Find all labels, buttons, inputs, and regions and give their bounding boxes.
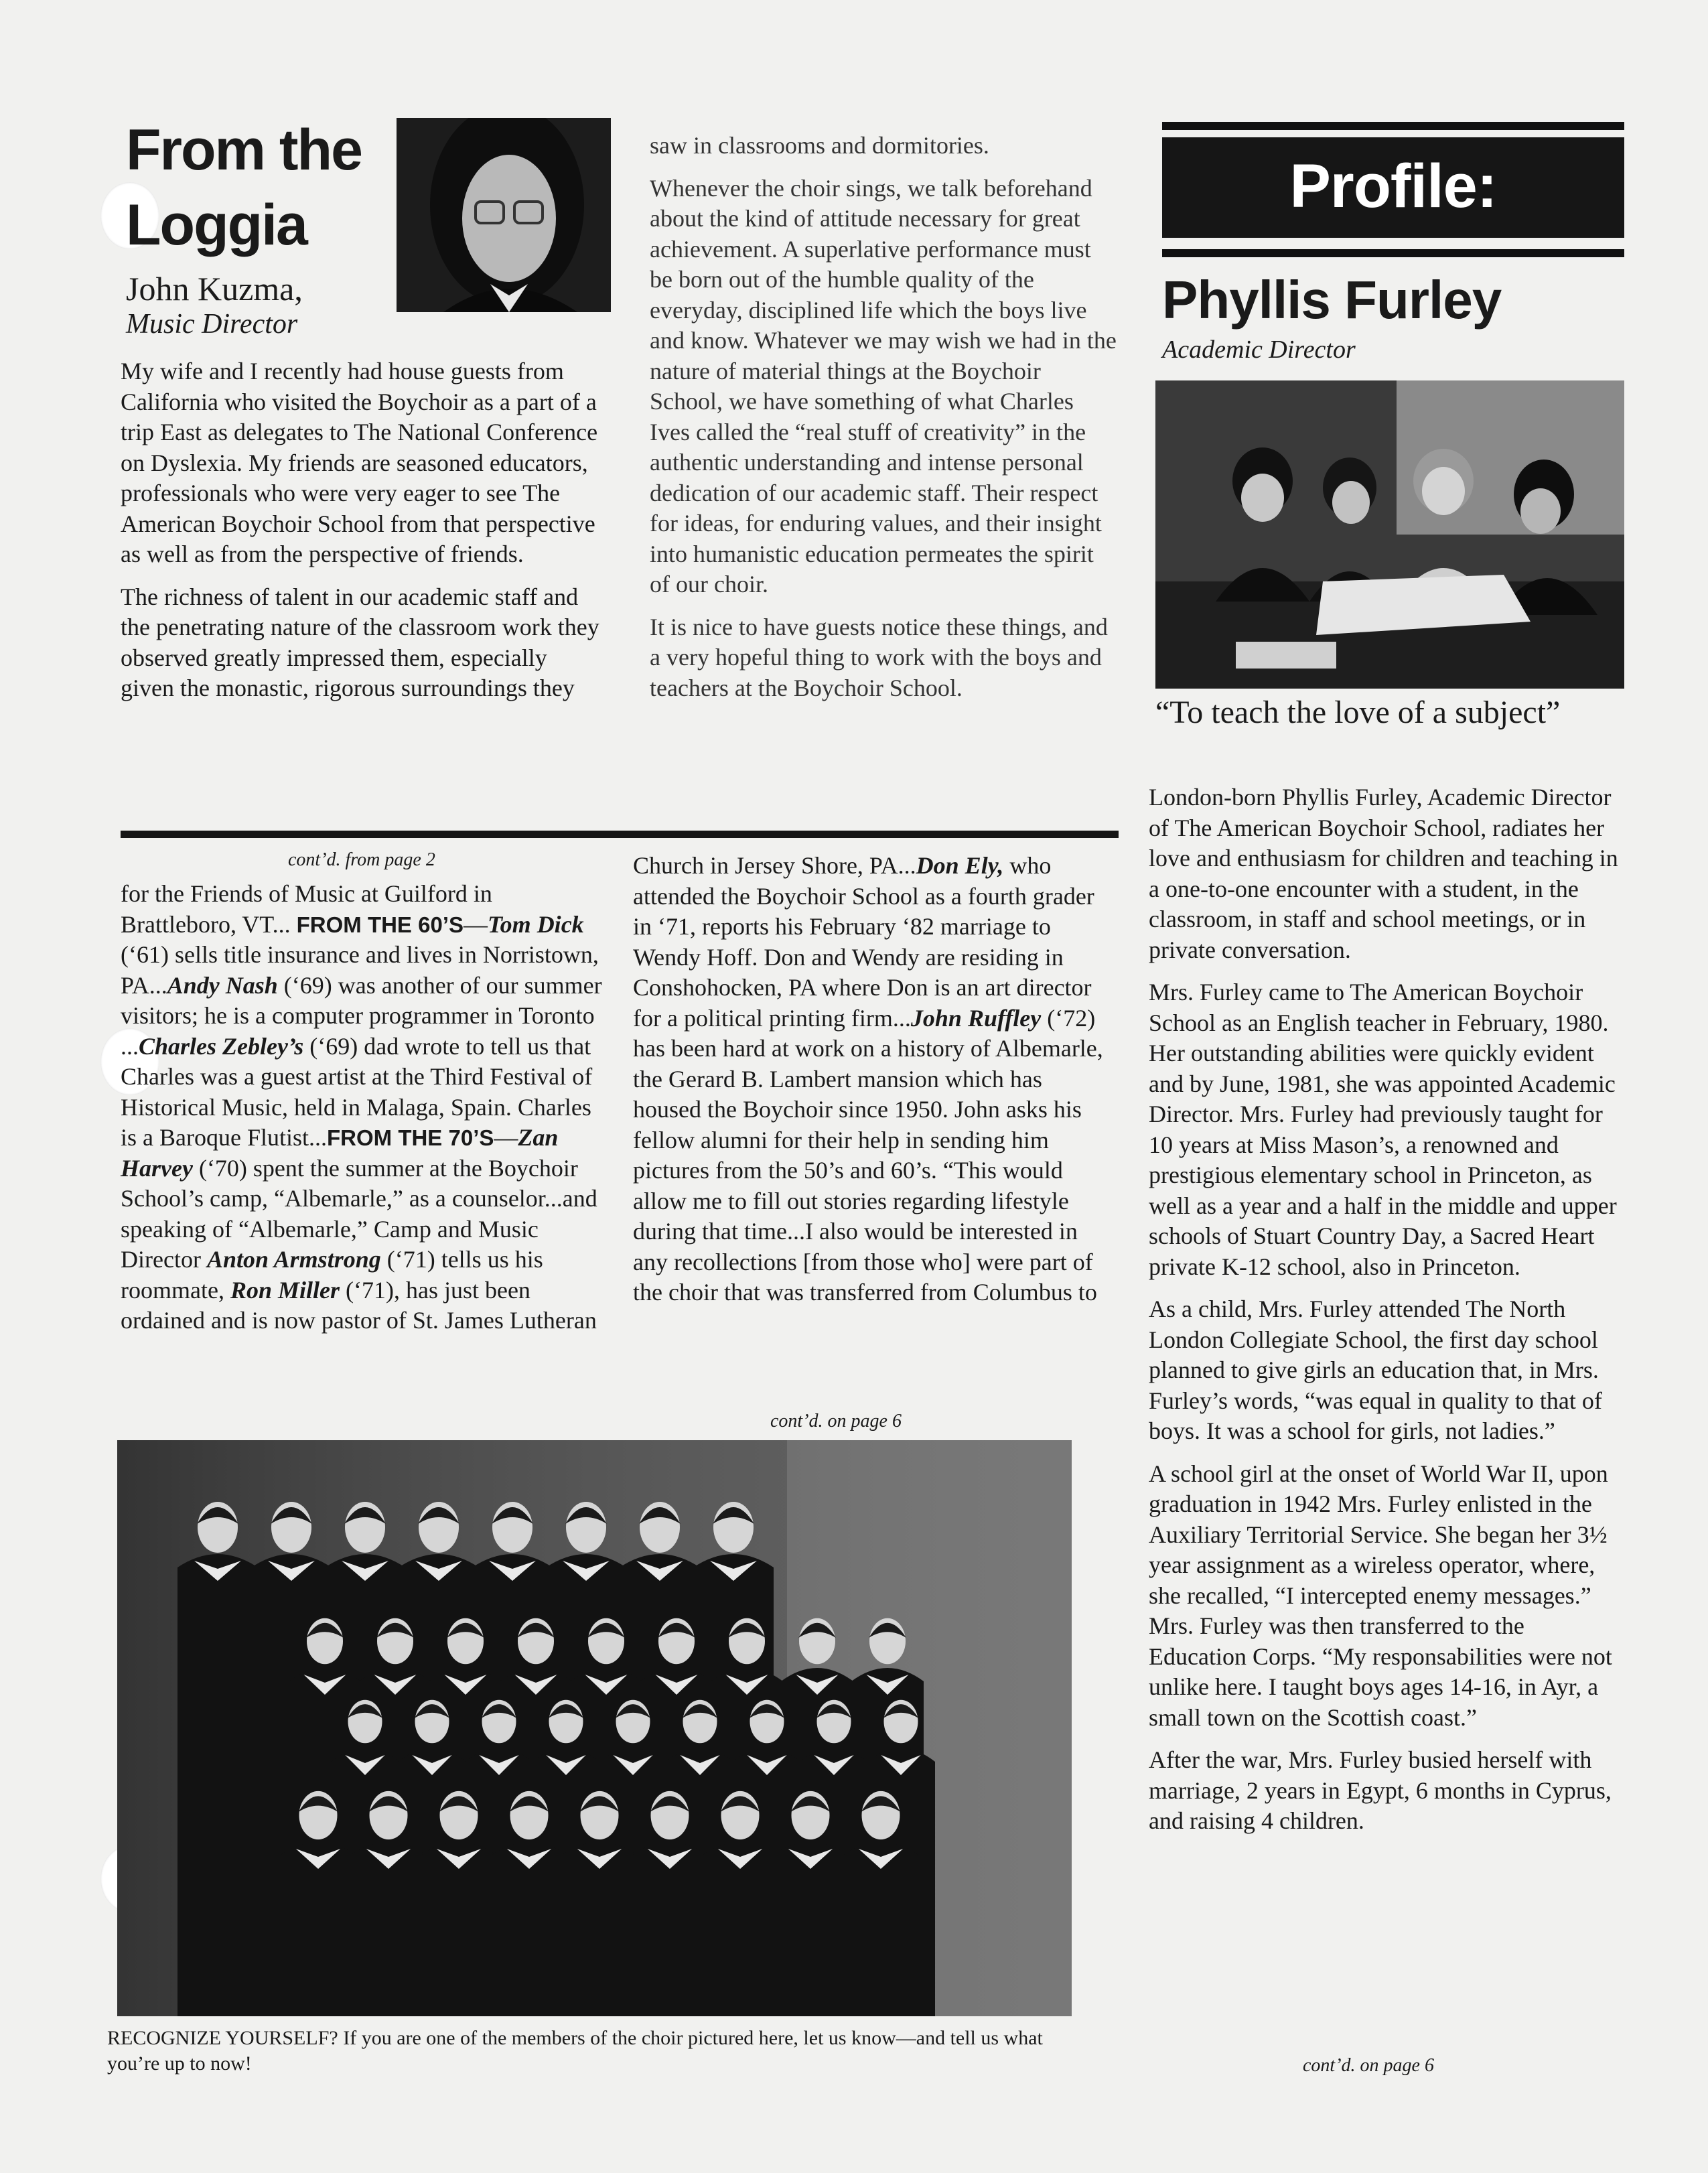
dash: —: [494, 1124, 518, 1151]
choir-photo: [117, 1440, 1072, 2016]
paragraph: Whenever the choir sings, we talk beforehand about the kind of attitude necessary for great achievement. A superlative performance must be born out of the humble quality of the everyday, disciplined life which the boys live and know. Whatever we may wish we had in the nature of material things at the Boychoir School, we have something of what Charles Ives called the “real stuff of creativity” in the authentic understanding and intense personal dedication of our academic staff. Their respect for ideas, for enduring values, and their insight into humanistic education permeates the spirit of our choir.: [650, 174, 1117, 598]
author-portrait: [397, 118, 611, 312]
profile-heading: Profile:: [1289, 152, 1497, 220]
continued-from-note: cont’d. from page 2: [288, 849, 435, 870]
alumni-name: Andy Nash: [167, 971, 278, 999]
paragraph: A school girl at the onset of World War II, upon graduation in 1942 Mrs. Furley enlisted in the Auxiliary Territorial Service. She began her 3½ year assignment as a wireless operator, where, she recalled, “I intercepted enemy messages.” Mrs. Furley was then transferred to the Education Corps. “My responsabilities were not unlike here. I taught boys ages 14-16, in Ayr, a small town on the Scottish coast.”: [1149, 1460, 1612, 1731]
column-heading: From the Loggia: [126, 118, 362, 257]
paragraph: My wife and I recently had house guests from California who visited the Boychoir as a part of a trip East as delegates to The National Conference on Dyslexia. My friends are seasoned educators, professionals who were very eager to see The American Boychoir School from that perspective as well as from the perspective of friends.: [121, 358, 598, 567]
section-divider: [121, 831, 1119, 838]
profile-role: Academic Director: [1162, 336, 1356, 364]
paragraph: As a child, Mrs. Furley attended The North London Collegiate School, the first day school planned to give girls an education that, in Mrs. Furley’s words, “was equal in quality to that of boys. It was a school for girls, not ladies.”: [1149, 1295, 1602, 1444]
paragraph: saw in classrooms and dormitories.: [650, 132, 989, 159]
loggia-column-2: [650, 131, 1119, 715]
alumni-name: Ron Miller: [230, 1276, 340, 1304]
paragraph: London-born Phyllis Furley, Academic Director of The American Boychoir School, radiates her love and enthusiasm for children and teaching in a one-to-one encounter with a student, in the classroom, in staff and school meetings, or in private conversation.: [1149, 784, 1618, 963]
alumni-name: John Ruffley: [910, 1004, 1042, 1032]
profile-continued-note: cont’d. on page 6: [1303, 2055, 1434, 2076]
pull-quote: “To teach the love of a subject”: [1155, 695, 1561, 730]
loggia-column-1: [121, 356, 603, 716]
profile-name: Phyllis Furley: [1162, 270, 1502, 330]
profile-top-rule: [1162, 122, 1624, 130]
alumni-notes-column-2: [633, 851, 1115, 1308]
paragraph: After the war, Mrs. Furley busied herself with marriage, 2 years in Egypt, 6 months in Cyprus, and raising 4 children.: [1149, 1746, 1612, 1834]
note-text: (‘69) dad wrote to tell us that Charles was a guest artist at the Third Festival of Historical Music, held in Malaga, Spain. Charles is a Baroque Flutist...: [121, 1032, 593, 1151]
profile-body: [1149, 782, 1624, 1849]
note-text: (‘70) spent the summer at the Boychoir School’s camp, “Albemarle,” as a counselor...and speaking of “Albemarle,” Camp and Music Director: [121, 1154, 597, 1273]
note-text: Church in Jersey Shore, PA...: [633, 852, 916, 879]
note-text: (‘72) has been hard at work on a history of Albemarle, the Gerard B. Lambert mansion which has housed the Boychoir since 1950. John asks his fellow alumni for their help in sending him pictures from the 50’s and 60’s. “This would allow me to fill out stories regarding lifestyle during that time...I also would be interested in any recollections [from those who] were part of the choir that was transferred from Columbus to: [633, 1004, 1103, 1306]
profile-banner: [1162, 137, 1624, 238]
decade-heading-70s: FROM THE 70’S: [327, 1125, 494, 1150]
paragraph: It is nice to have guests notice these things, and a very hopeful thing to work with the boys and teachers at the Boychoir School.: [650, 613, 1108, 701]
paragraph: Mrs. Furley came to The American Boychoir School as an English teacher in February, 1980. Her outstanding abilities were quickly evident and by June, 1981, she was appointed Academic Director. Mrs. Furley had previously taught for 10 years at Miss Mason’s, a renowned and prestigious elementary school in Princeton, as well as a year and a half in the middle and upper schools of Stuart Country Day, a Sacred Heart private K-12 school, also in Princeton.: [1149, 979, 1617, 1280]
author-name: John Kuzma,: [126, 270, 303, 307]
continued-to-note: cont’d. on page 6: [770, 1411, 902, 1431]
alumni-name: Anton Armstrong: [206, 1246, 381, 1273]
paragraph: The richness of talent in our academic staff and the penetrating nature of the classroom work they observed greatly impressed them, especially given the monastic, rigorous surroundings they: [121, 583, 599, 701]
note-text: (‘71), has just been ordained and is now pastor of St. James Lutheran: [121, 1276, 597, 1334]
dash: —: [464, 910, 488, 938]
decade-heading-60s: FROM THE 60’S: [296, 912, 464, 937]
alumni-name: Charles Zebley’s: [139, 1032, 304, 1060]
classroom-photo: [1155, 380, 1624, 689]
alumni-notes-column-1: [121, 879, 603, 1336]
note-text: for the Friends of Music at Guilford in Brattleboro, VT...: [121, 880, 492, 938]
profile-bottom-rule: [1162, 249, 1624, 257]
alumni-name: Don Ely,: [916, 852, 1004, 879]
alumni-name: Tom Dick: [488, 910, 584, 938]
author-title: Music Director: [126, 309, 298, 340]
alumni-name: Zan Harvey: [121, 1124, 559, 1182]
note-text: who attended the Boychoir School as a fourth grader in ‘71, reports his February ‘82 marriage to Wendy Hoff. Don and Wendy are residing in Conshohocken, PA where Don is an art director for a political printing firm...: [633, 852, 1094, 1032]
note-text: (‘71) tells us his roommate,: [121, 1246, 543, 1304]
note-text: (‘61) sells title insurance and lives in Norristown, PA...: [121, 941, 599, 999]
photo-caption: RECOGNIZE YOURSELF? If you are one of the members of the choir pictured here, let us know—and tell us what you’re up to now!: [107, 2027, 1043, 2075]
note-text: (‘69) was another of our summer visitors; he is a computer programmer in Toronto ...: [121, 971, 602, 1060]
